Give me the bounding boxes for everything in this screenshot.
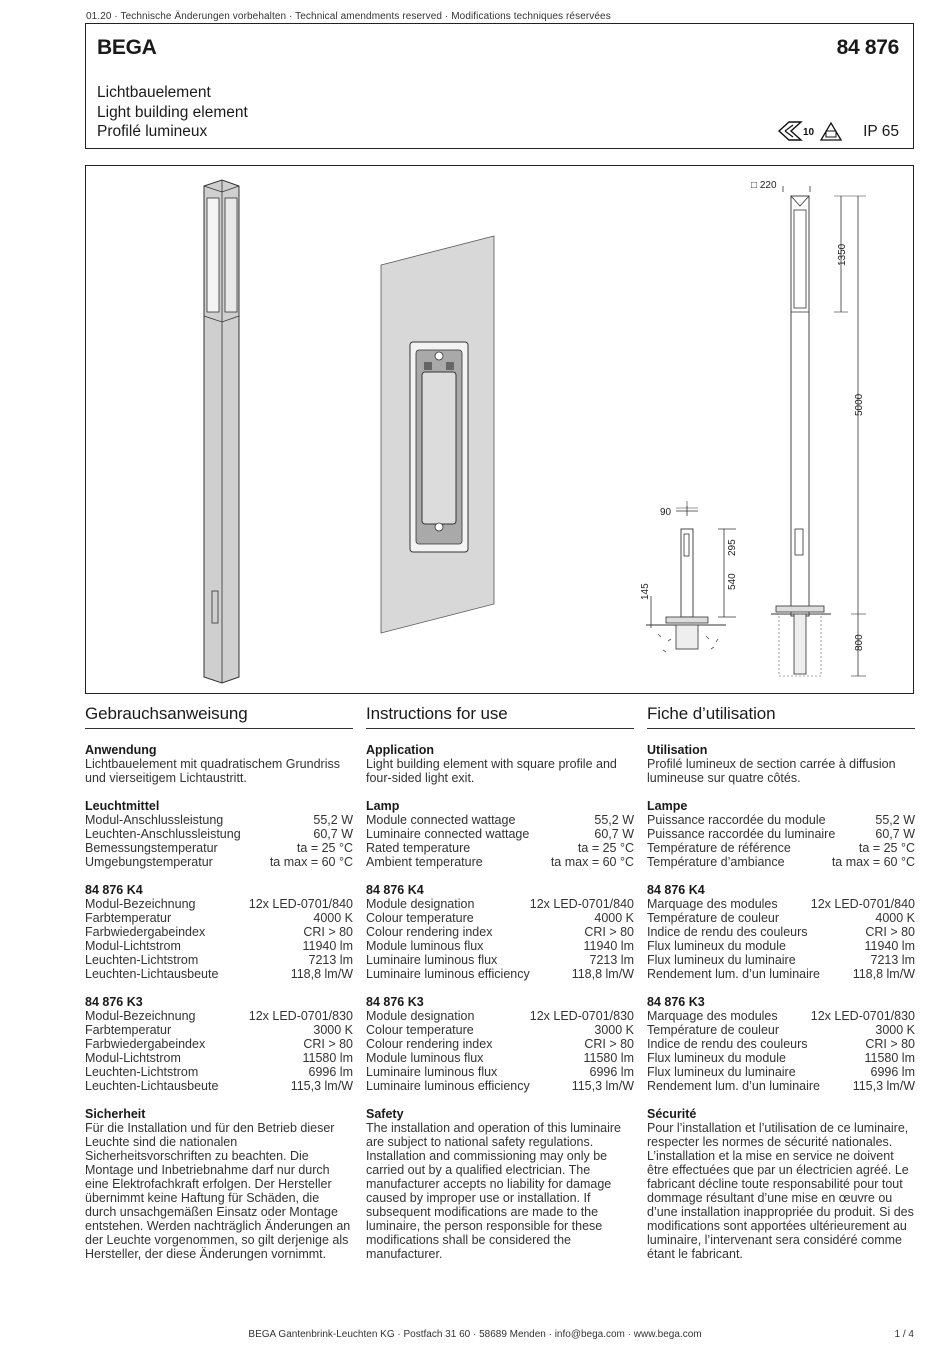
k3-section xyxy=(366,995,634,1093)
column-de xyxy=(85,704,353,1275)
spec-row xyxy=(366,1009,634,1023)
spec-row xyxy=(366,911,634,925)
dim-total: 5000 xyxy=(854,393,865,416)
spec-value: ta = 25 °C xyxy=(577,841,634,855)
k3-title: 84 876 K3 xyxy=(366,995,424,1009)
spec-value: 3000 K xyxy=(875,1023,915,1037)
spec-label: Flux lumineux du module xyxy=(647,939,786,953)
product-name-en: Light building element xyxy=(97,104,248,121)
spec-value: 60,7 W xyxy=(313,827,353,841)
spec-row xyxy=(647,953,915,967)
spec-row xyxy=(85,827,353,841)
spec-value: 11580 lm xyxy=(583,1051,634,1065)
spec-row xyxy=(647,925,915,939)
spec-value: CRI > 80 xyxy=(584,925,634,939)
spec-label: Luminaire luminous flux xyxy=(366,953,498,967)
spec-row xyxy=(647,1079,915,1093)
spec-value: 7213 lm xyxy=(870,953,915,967)
spec-label: Puissance raccordée du luminaire xyxy=(647,827,836,841)
spec-row xyxy=(85,813,353,827)
spec-value: CRI > 80 xyxy=(865,925,915,939)
spec-rows xyxy=(366,813,634,869)
spec-value: ta = 25 °C xyxy=(858,841,915,855)
spec-label: Indice de rendu des couleurs xyxy=(647,925,808,939)
k3-title: 84 876 K3 xyxy=(647,995,705,1009)
spec-row xyxy=(366,841,634,855)
spec-label: Module connected wattage xyxy=(366,813,516,827)
spec-label: Colour rendering index xyxy=(366,1037,493,1051)
spec-rows xyxy=(647,813,915,869)
ip-rating: IP 65 xyxy=(863,123,899,140)
spec-row xyxy=(85,1079,353,1093)
spec-label: Température de couleur xyxy=(647,911,780,925)
spec-value: 60,7 W xyxy=(875,827,915,841)
spec-value: 12x LED-0701/840 xyxy=(529,897,634,911)
spec-label: Leuchten-Anschlussleistung xyxy=(85,827,241,841)
footer-address: BEGA Gantenbrink-Leuchten KG · Postfach 31 60 · 58689 Menden · info@bega.com · www.bega.com xyxy=(248,1329,702,1340)
spec-label: Puissance raccordée du module xyxy=(647,813,826,827)
spec-value: CRI > 80 xyxy=(303,925,353,939)
spec-label: Farbwiedergabeindex xyxy=(85,925,206,939)
lamp-title: Leuchtmittel xyxy=(85,799,160,813)
spec-row xyxy=(85,1051,353,1065)
spec-label: Température d’ambiance xyxy=(647,855,785,869)
dim-ground: 800 xyxy=(854,634,865,651)
spec-label: Indice de rendu des couleurs xyxy=(647,1037,808,1051)
application-title: Utilisation xyxy=(647,743,708,757)
spec-row xyxy=(647,911,915,925)
spec-rows xyxy=(647,1009,915,1093)
spec-value: ta = 25 °C xyxy=(296,841,353,855)
pole-perspective-icon xyxy=(204,180,239,683)
spec-row xyxy=(366,939,634,953)
spec-value: 115,3 lm/W xyxy=(852,1079,915,1093)
spec-label: Colour rendering index xyxy=(366,925,493,939)
spec-value: 55,2 W xyxy=(594,813,634,827)
spec-label: Farbtemperatur xyxy=(85,911,172,925)
spec-label: Module luminous flux xyxy=(366,1051,484,1065)
spec-value: ta max = 60 °C xyxy=(831,855,915,869)
product-name-fr: Profilé lumineux xyxy=(97,123,208,140)
amendment-notice: 01.20 · Technische Änderungen vorbehalten · Technical amendments reserved · Modifications techniques réservées xyxy=(86,11,611,22)
spec-label: Rated temperature xyxy=(366,841,471,855)
dim-head: 1350 xyxy=(837,243,848,266)
spec-row xyxy=(647,827,915,841)
spec-row xyxy=(647,855,915,869)
spec-rows xyxy=(647,897,915,981)
spec-label: Umgebungstemperatur xyxy=(85,855,213,869)
spec-row xyxy=(85,925,353,939)
spec-value: ta max = 60 °C xyxy=(550,855,634,869)
spec-row xyxy=(366,827,634,841)
spec-label: Flux lumineux du luminaire xyxy=(647,953,796,967)
spec-rows xyxy=(366,1009,634,1093)
spec-row xyxy=(85,897,353,911)
spec-row xyxy=(647,939,915,953)
spec-row xyxy=(366,855,634,869)
spec-row xyxy=(85,939,353,953)
spec-value: 3000 K xyxy=(313,1023,353,1037)
spec-row xyxy=(647,841,915,855)
dim-anchor-145: 145 xyxy=(640,583,651,600)
spec-label: Colour temperature xyxy=(366,1023,474,1037)
spec-label: Rendement lum. d’un luminaire xyxy=(647,1079,821,1093)
spec-value: 6996 lm xyxy=(308,1065,353,1079)
spec-value: 6996 lm xyxy=(589,1065,634,1079)
spec-label: Leuchten-Lichtausbeute xyxy=(85,967,219,981)
application-text: Light building element with square profile and four-sided light exit. xyxy=(366,757,617,785)
spec-label: Colour temperature xyxy=(366,911,474,925)
lamp-section xyxy=(647,799,915,869)
dim-anchor-width: 90 xyxy=(660,507,672,518)
spec-value: 6996 lm xyxy=(870,1065,915,1079)
spec-label: Leuchten-Lichtstrom xyxy=(85,1065,199,1079)
spec-value: CRI > 80 xyxy=(303,1037,353,1051)
application-text: Profilé lumineux de section carrée à diffusion lumineuse sur quatre côtés. xyxy=(647,757,896,785)
technical-drawing xyxy=(86,166,915,695)
dim-anchor-540: 540 xyxy=(727,573,738,590)
spec-value: 4000 K xyxy=(875,911,915,925)
spec-value: 55,2 W xyxy=(313,813,353,827)
spec-value: 12x LED-0701/830 xyxy=(810,1009,915,1023)
spec-value: 118,8 lm/W xyxy=(571,967,634,981)
spec-row xyxy=(647,1065,915,1079)
spec-value: 60,7 W xyxy=(594,827,634,841)
lamp-section xyxy=(85,799,353,869)
spec-label: Farbwiedergabeindex xyxy=(85,1037,206,1051)
spec-rows xyxy=(85,813,353,869)
spec-row xyxy=(85,841,353,855)
spec-row xyxy=(85,855,353,869)
certification-marks-icon xyxy=(777,120,843,142)
spec-row xyxy=(85,1065,353,1079)
spec-row xyxy=(647,897,915,911)
application-text: Lichtbauelement mit quadratischem Grundriss und vierseitigem Lichtaustritt. xyxy=(85,757,340,785)
k4-section xyxy=(366,883,634,981)
page-number: 1 / 4 xyxy=(894,1329,914,1340)
spec-label: Module designation xyxy=(366,1009,475,1023)
spec-row xyxy=(85,953,353,967)
spec-value: 12x LED-0701/830 xyxy=(529,1009,634,1023)
spec-label: Modul-Lichtstrom xyxy=(85,939,181,953)
column-title: Gebrauchsanweisung xyxy=(85,704,353,729)
k4-title: 84 876 K4 xyxy=(85,883,143,897)
spec-label: Luminaire luminous efficiency xyxy=(366,967,530,981)
spec-row xyxy=(85,967,353,981)
safety-text: Pour l’installation et l’utilisation de ce luminaire, respecter les normes de sécurité nationales. L’installation et la mise en service ne doivent être effectuées que par un électricien agréé. Le fabricant décline toute responsabilité pour tout dommage résultant d’une mise en œuvre ou d’une installation inappropriée du produit. Si des modifications sont apportées ultérieurement au luminaire, l’intervenant sera considéré comme étant le fabricant. xyxy=(647,1121,914,1261)
spec-label: Module designation xyxy=(366,897,475,911)
dim-top: □ 220 xyxy=(751,180,777,191)
spec-value: 11940 lm xyxy=(302,939,353,953)
k3-section xyxy=(647,995,915,1093)
spec-value: 12x LED-0701/830 xyxy=(248,1009,353,1023)
spec-label: Luminaire luminous efficiency xyxy=(366,1079,530,1093)
lamp-section xyxy=(366,799,634,869)
spec-value: 4000 K xyxy=(594,911,634,925)
spec-row xyxy=(366,925,634,939)
spec-row xyxy=(366,953,634,967)
k4-section xyxy=(85,883,353,981)
spec-row xyxy=(647,1023,915,1037)
spec-row xyxy=(366,897,634,911)
k4-section xyxy=(647,883,915,981)
spec-value: 11940 lm xyxy=(864,939,915,953)
k3-title: 84 876 K3 xyxy=(85,995,143,1009)
lamp-title: Lamp xyxy=(366,799,400,813)
spec-row xyxy=(647,967,915,981)
spec-row xyxy=(647,1051,915,1065)
spec-label: Bemessungstemperatur xyxy=(85,841,218,855)
spec-row xyxy=(366,1037,634,1051)
spec-row xyxy=(366,1051,634,1065)
brand-name: BEGA xyxy=(97,36,157,59)
spec-value: 7213 lm xyxy=(589,953,634,967)
spec-value: 7213 lm xyxy=(308,953,353,967)
lamp-title: Lampe xyxy=(647,799,688,813)
spec-row xyxy=(366,1065,634,1079)
product-name-de: Lichtbauelement xyxy=(97,84,211,101)
k4-title: 84 876 K4 xyxy=(647,883,705,897)
spec-row xyxy=(366,1023,634,1037)
spec-row xyxy=(647,813,915,827)
wall-mount-icon xyxy=(381,236,494,633)
spec-row xyxy=(85,911,353,925)
application-title: Application xyxy=(366,743,435,757)
spec-label: Modul-Lichtstrom xyxy=(85,1051,181,1065)
ground-anchor-drawing-icon xyxy=(646,501,736,652)
spec-label: Farbtemperatur xyxy=(85,1023,172,1037)
spec-value: 55,2 W xyxy=(875,813,915,827)
spec-label: Leuchten-Lichtstrom xyxy=(85,953,199,967)
spec-label: Leuchten-Lichtausbeute xyxy=(85,1079,219,1093)
spec-label: Marquage des modules xyxy=(647,897,778,911)
spec-value: 11580 lm xyxy=(302,1051,353,1065)
spec-value: 11580 lm xyxy=(864,1051,915,1065)
column-en xyxy=(366,704,634,1275)
spec-row xyxy=(85,1023,353,1037)
spec-value: 118,8 lm/W xyxy=(852,967,915,981)
column-fr xyxy=(647,704,915,1275)
safety-title: Sicherheit xyxy=(85,1107,146,1121)
article-number: 84 876 xyxy=(836,36,899,59)
spec-label: Flux lumineux du luminaire xyxy=(647,1065,796,1079)
spec-label: Modul-Anschlussleistung xyxy=(85,813,224,827)
spec-row xyxy=(366,813,634,827)
spec-value: 11940 lm xyxy=(583,939,634,953)
spec-label: Température de couleur xyxy=(647,1023,780,1037)
spec-value: CRI > 80 xyxy=(865,1037,915,1051)
spec-row xyxy=(647,1037,915,1051)
column-title: Instructions for use xyxy=(366,704,634,729)
spec-label: Rendement lum. d’un luminaire xyxy=(647,967,821,981)
spec-label: Module luminous flux xyxy=(366,939,484,953)
spec-label: Flux lumineux du module xyxy=(647,1051,786,1065)
product-drawing xyxy=(85,165,914,694)
column-title: Fiche d’utilisation xyxy=(647,704,915,729)
k3-section xyxy=(85,995,353,1093)
spec-rows xyxy=(85,897,353,981)
spec-label: Ambient temperature xyxy=(366,855,483,869)
safety-title: Safety xyxy=(366,1107,404,1121)
spec-row xyxy=(85,1009,353,1023)
spec-value: 115,3 lm/W xyxy=(290,1079,353,1093)
spec-value: 12x LED-0701/840 xyxy=(248,897,353,911)
pole-elevation-drawing-icon xyxy=(771,186,866,676)
safety-text: The installation and operation of this luminaire are subject to national safety regulations. Installation and commissioning may only be carried out by a qualified electrician. The manufacturer accepts no liability for damage caused by improper use or installation. If subsequent modifications are made to the luminaire, the person responsible for these modifications shall be considered the manufacturer. xyxy=(366,1121,622,1261)
spec-rows xyxy=(366,897,634,981)
spec-row xyxy=(366,967,634,981)
k4-title: 84 876 K4 xyxy=(366,883,424,897)
spec-label: Marquage des modules xyxy=(647,1009,778,1023)
spec-label: Luminaire connected wattage xyxy=(366,827,530,841)
spec-value: CRI > 80 xyxy=(584,1037,634,1051)
spec-label: Luminaire luminous flux xyxy=(366,1065,498,1079)
dim-anchor-295: 295 xyxy=(727,539,738,556)
spec-value: 3000 K xyxy=(594,1023,634,1037)
spec-row xyxy=(85,1037,353,1051)
spec-row xyxy=(647,1009,915,1023)
spec-value: 115,3 lm/W xyxy=(571,1079,634,1093)
application-title: Anwendung xyxy=(85,743,157,757)
spec-value: ta max = 60 °C xyxy=(269,855,353,869)
spec-row xyxy=(366,1079,634,1093)
spec-value: 12x LED-0701/840 xyxy=(810,897,915,911)
spec-label: Température de référence xyxy=(647,841,791,855)
safety-text: Für die Installation und für den Betrieb dieser Leuchte sind die nationalen Sicherheitsvorschriften zu beachten. Die Montage und Inbetriebnahme darf nur durch eine Elektrofachkraft erfolgen. Der Hersteller übernimmt keine Haftung für Schäden, die durch unsachgemäßen Einsatz oder Montage entstehen. Werden nachträglich Änderungen an der Leuchte vorgenommen, so gilt derjenige als Hersteller, der diese Änderungen vornimmt. xyxy=(85,1121,351,1261)
spec-rows xyxy=(85,1009,353,1093)
cert-class-label: 10 xyxy=(803,127,815,138)
spec-label: Modul-Bezeichnung xyxy=(85,897,196,911)
spec-value: 4000 K xyxy=(313,911,353,925)
product-header xyxy=(85,23,914,149)
spec-value: 118,8 lm/W xyxy=(290,967,353,981)
safety-title: Sécurité xyxy=(647,1107,697,1121)
spec-label: Modul-Bezeichnung xyxy=(85,1009,196,1023)
